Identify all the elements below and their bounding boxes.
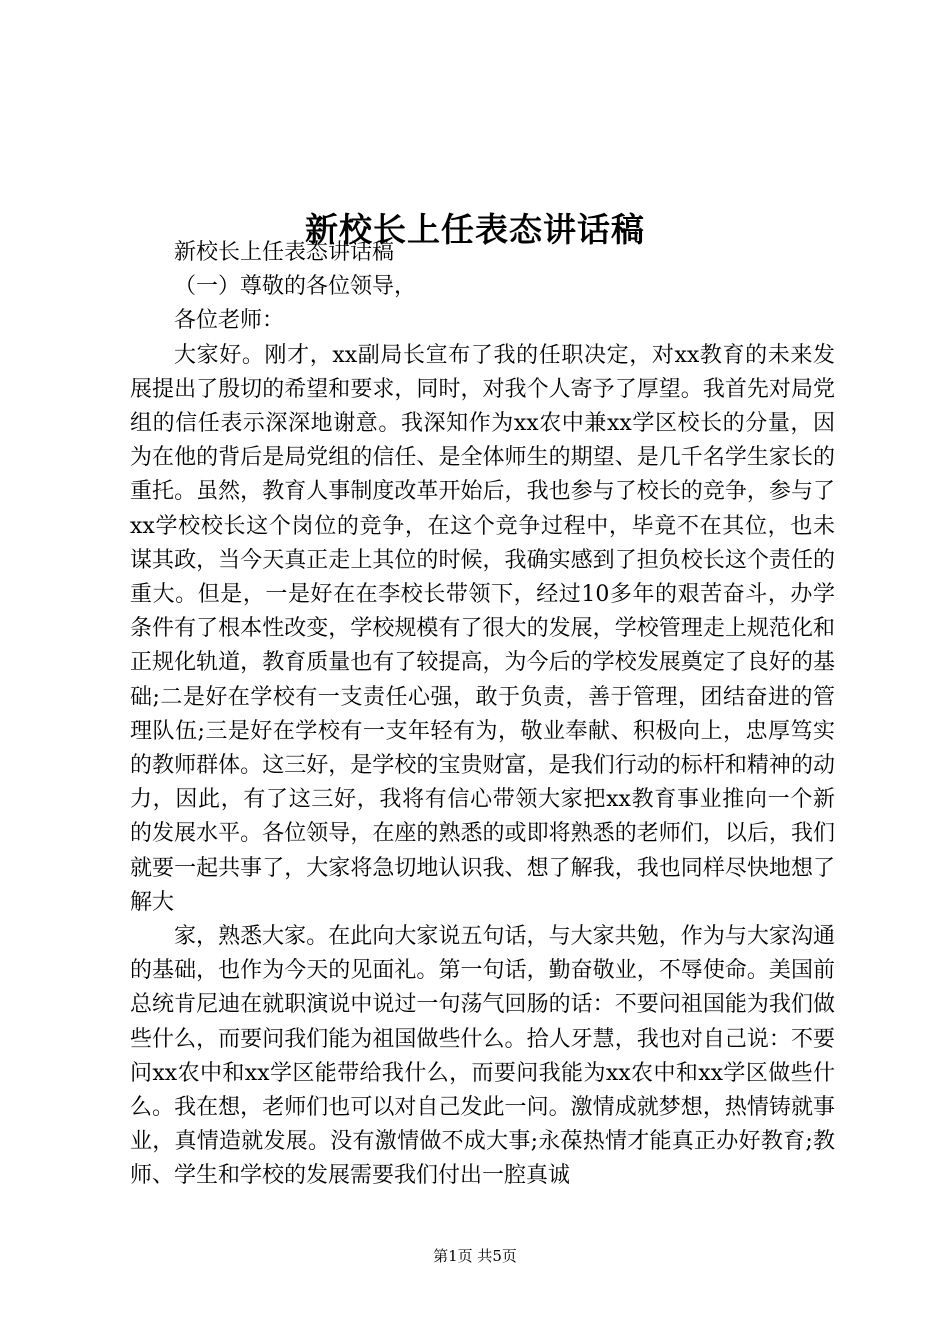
body-paragraph: 家，熟悉大家。在此向大家说五句话，与大家共勉，作为与大家沟通的基础，也作为今天的见面礼。第一句话，勤奋敬业，不辱使命。美国前总统肯尼迪在就职演说中说过一句荡气回肠的话：不要问祖国能为我们做些什么，而要问我们能为祖国做些什么。拾人牙慧，我也对自己说：不要问xx农中和xx学区能带给我什么，而要问我能为xx农中和xx学区做些什么。我在想，老师们也可以对自己发此一问。激情成就梦想，热情铸就事业，真情造就发展。没有激情做不成大事;永葆热情才能真正办好教育;教师、学生和学校的发展需要我们付出一腔真诚 (130, 924, 835, 1189)
document-title: 新校长上任表态讲话稿 (305, 210, 645, 250)
body-paragraph: （一）尊敬的各位领导， (174, 274, 417, 300)
body-paragraph: 新校长上任表态讲话稿 (174, 240, 395, 265)
document-body (130, 236, 835, 1194)
body-paragraph: 各位老师： (174, 308, 285, 334)
body-paragraph: 大家好。刚才，xx副局长宣布了我的任职决定，对xx教育的未来发展提出了殷切的希望和要求，同时，对我个人寄予了厚望。我首先对局党组的信任表示深深地谢意。我深知作为xx农中兼xx学区校长的分量，因为在他的背后是局党组的信任、是全体师生的期望、是几千名学生家长的重托。虽然，教育人事制度改革开始后，我也参与了校长的竞争，参与了xx学校校长这个岗位的竞争，在这个竞争过程中，毕竟不在其位，也未谋其政，当今天真正走上其位的时候，我确实感到了担负校长这个责任的重大。但是，一是好在在李校长带领下，经过10多年的艰苦奋斗，办学条件有了根本性改变，学校规模有了很大的发展，学校管理走上规范化和正规化轨道，教育质量也有了较提高，为今后的学校发展奠定了良好的基础;二是好在学校有一支责任心强，敢于负责，善于管理，团结奋进的管理队伍;三是好在学校有一支年轻有为，敬业奉献、积极向上，忠厚笃实的教师群体。这三好，是学校的宝贵财富，是我们行动的标杆和精神的动力，因此，有了这三好，我将有信心带领大家把xx教育事业推向一个新的发展水平。各位领导，在座的熟悉的或即将熟悉的老师们，以后，我们就要一起共事了，大家将急切地认识我、想了解我，我也同样尽快地想了解大 (130, 342, 835, 915)
page-footer: 第1页 共5页 (433, 1247, 517, 1265)
